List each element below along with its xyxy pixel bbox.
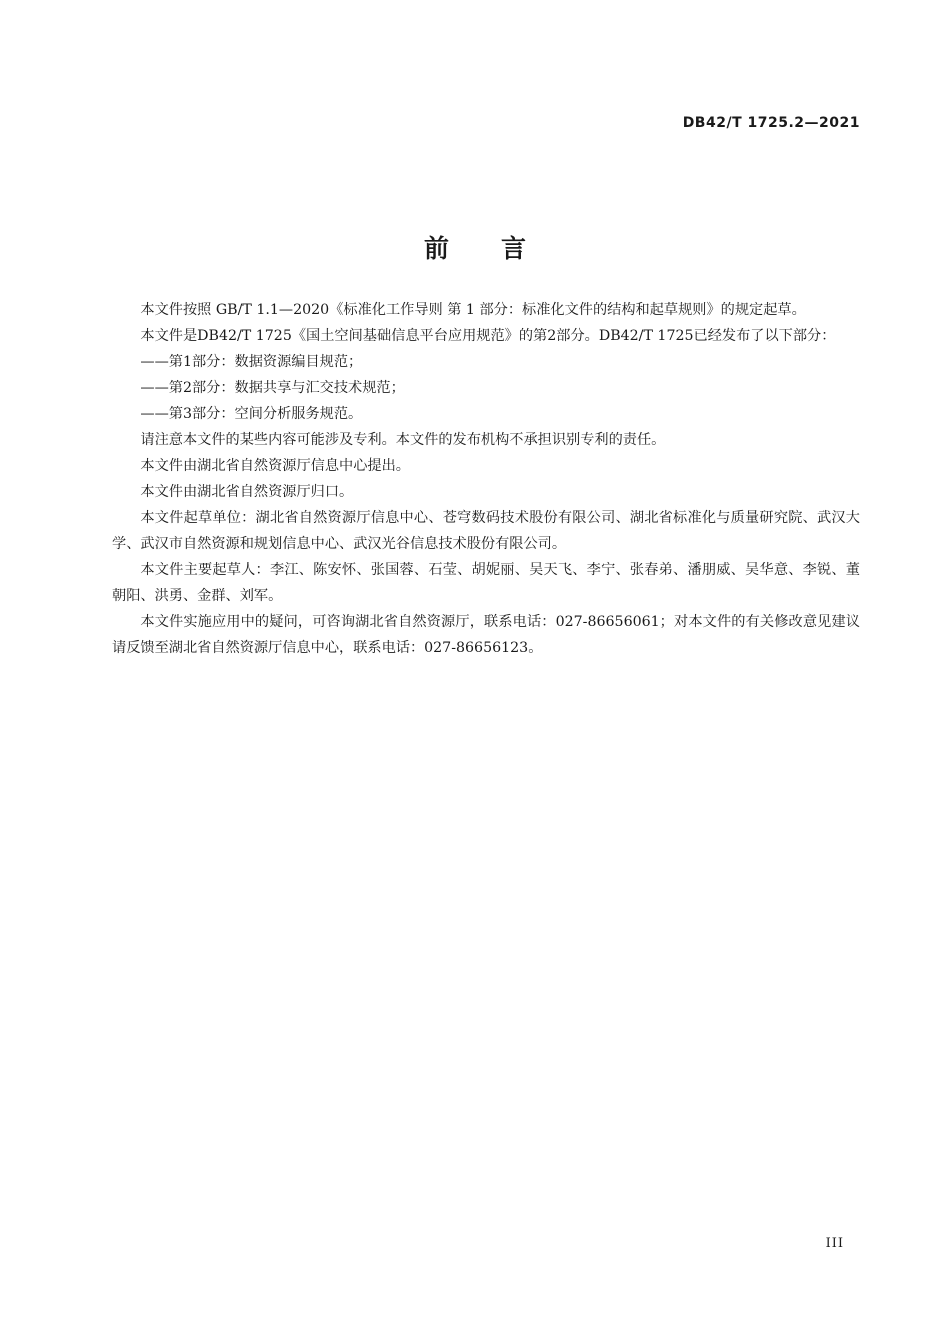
page-title: 前言 [423, 233, 578, 263]
paragraph-drafting-rules: 本文件按照 GB/T 1.1—2020《标准化工作导则 第 1 部分：标准化文件的结构和起草规则》的规定起草。 [140, 302, 806, 318]
list-item-part-3: ——第3部分：空间分析服务规范。 [140, 406, 363, 422]
document-code: DB42/T 1725.2—2021 [682, 115, 860, 131]
paragraph-patent-notice: 请注意本文件的某些内容可能涉及专利。本文件的发布机构不承担识别专利的责任。 [140, 432, 666, 448]
list-item-part-1: ——第1部分：数据资源编目规范； [140, 354, 363, 370]
paragraph-drafters: 本文件主要起草人：李江、陈安怀、张国蓉、石莹、胡妮丽、吴天飞、李宁、张春弟、潘朋威、吴华意、李锐、董朝阳、洪勇、金群、刘军。 [112, 562, 860, 604]
list-item-part-2: ——第2部分：数据共享与汇交技术规范； [140, 380, 405, 396]
paragraph-contact-info: 本文件实施应用中的疑问，可咨询湖北省自然资源厅，联系电话：027-86656061；对本文件的有关修改意见建议请反馈至湖北省自然资源厅信息中心，联系电话：027-86656123。 [112, 614, 860, 656]
foreword-body [112, 297, 860, 661]
page-number: III [825, 1236, 844, 1251]
paragraph-series-intro: 本文件是DB42/T 1725《国土空间基础信息平台应用规范》的第2部分。DB42/T 1725已经发布了以下部分： [140, 328, 836, 344]
paragraph-centralized-by: 本文件由湖北省自然资源厅归口。 [140, 484, 354, 500]
paragraph-proposed-by: 本文件由湖北省自然资源厅信息中心提出。 [140, 458, 410, 474]
paragraph-drafting-units: 本文件起草单位：湖北省自然资源厅信息中心、苍穹数码技术股份有限公司、湖北省标准化与质量研究院、武汉大学、武汉市自然资源和规划信息中心、武汉光谷信息技术股份有限公司。 [112, 510, 860, 552]
